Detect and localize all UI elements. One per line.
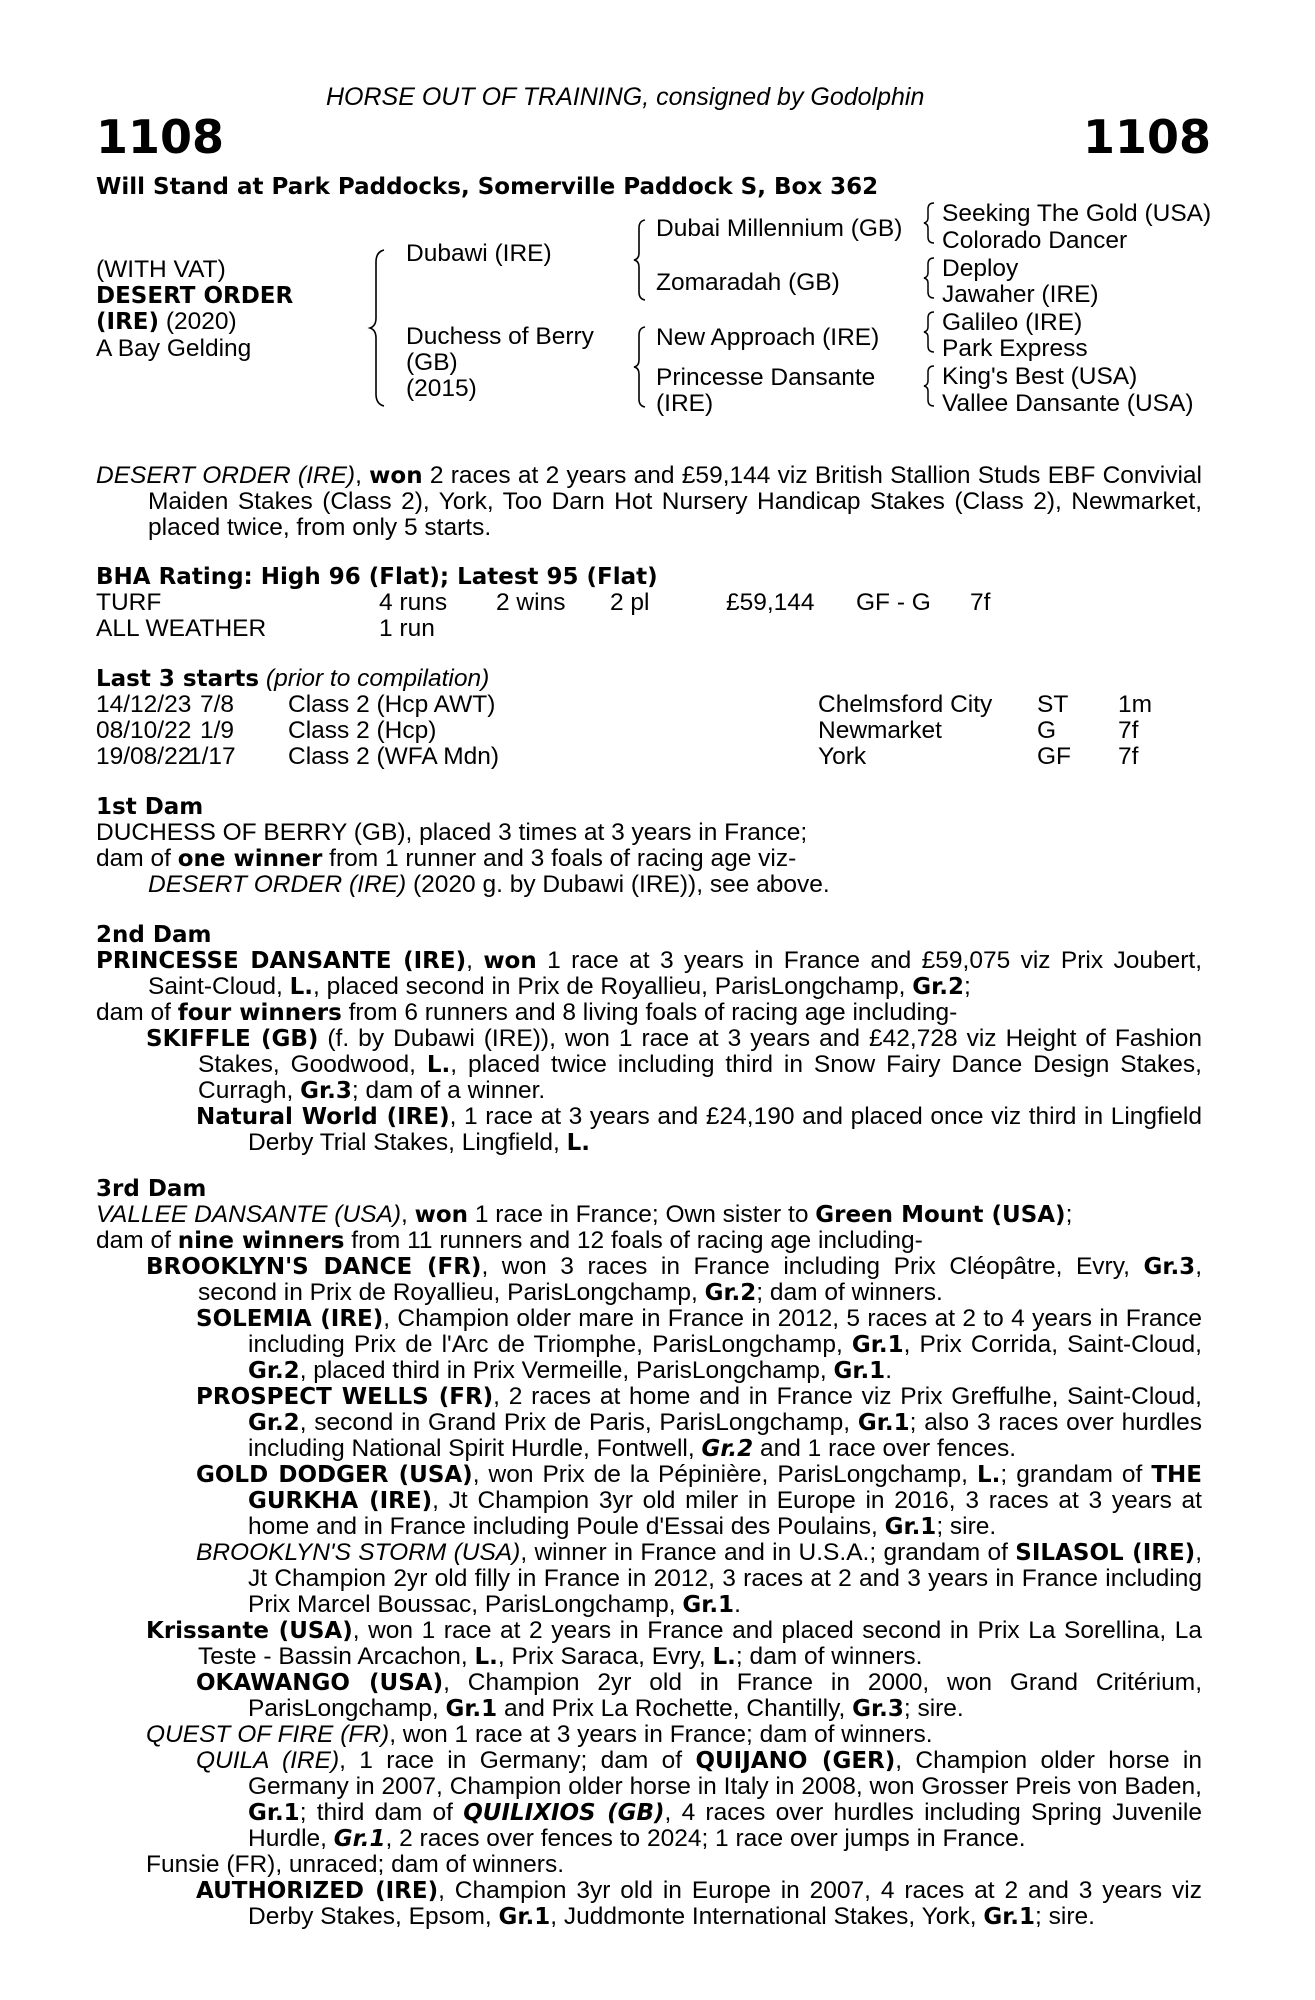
third-dam-so-gr1-text: Gr.1 xyxy=(851,1332,904,1358)
rating-prize: £59,144 xyxy=(726,589,815,616)
last-starts-rows-0-dist-text: 1m xyxy=(1118,691,1153,718)
third-dam-au-a-text: , Champion 3yr old in Europe in 2007, 4 races at 2 and 3 years viz Derby Stakes, Epsom, xyxy=(248,1877,1202,1930)
pedigree-brace-ss xyxy=(924,201,938,245)
last-starts-rows-1-going-text: G xyxy=(1037,717,1057,744)
rating-dist: 7f xyxy=(970,589,991,616)
lot-number-left: 1108 xyxy=(96,110,225,164)
pedigree-paragraph xyxy=(96,463,1202,541)
first-dam-line1: DUCHESS OF BERRY (GB), placed 3 times at 3 years in France; xyxy=(96,819,808,846)
first-dam-line2-a-text: dam of xyxy=(96,845,178,872)
third-dam-kr-c-text: ; dam of winners. xyxy=(735,1643,923,1670)
pedigree-dds: King's Best (USA) xyxy=(942,363,1138,390)
pedigree-paragraph xyxy=(96,1306,1202,1384)
third-dam-gd-b-text: ; grandam of xyxy=(1000,1461,1152,1488)
third-dam-qu-a-text: , 1 race in Germany; dam of xyxy=(339,1747,696,1774)
second-dam-p2-b-text: four winners xyxy=(177,1000,342,1026)
pedigree-paragraph xyxy=(96,1722,1202,1748)
second-dam-p3-name-text: SKIFFLE (GB) xyxy=(146,1026,319,1052)
second-dam-p3-gr-text: Gr.3 xyxy=(300,1078,352,1104)
last-starts-note-text: (prior to compilation) xyxy=(259,665,490,692)
third-dam-ok-gr3-text: Gr.3 xyxy=(852,1696,904,1722)
pedigree-paragraph xyxy=(96,1254,1202,1306)
separator-text: , xyxy=(355,462,370,489)
third-dam-ok-c-text: ; sire. xyxy=(903,1695,964,1722)
second-dam-block xyxy=(96,948,1202,1156)
third-dam-pw-gr2i-text: Gr.2 xyxy=(701,1436,754,1462)
last-starts-rows-2-dist-text: 7f xyxy=(1118,743,1139,770)
pedigree-paragraph xyxy=(96,1878,1202,1930)
summary-won: won xyxy=(369,463,423,489)
last-starts-rows-2-pos-text: 1/17 xyxy=(188,743,236,770)
pedigree-brace-dd xyxy=(924,364,938,408)
last-starts-rows-1-pos-text: 1/9 xyxy=(200,717,235,744)
third-dam-gd-L-text: L. xyxy=(977,1462,1001,1488)
rating-runs: 1 run xyxy=(379,615,435,642)
second-dam-p3-a-text: (f. by Dubawi (IRE)), won 1 race at 3 years and £42,728 viz Height of Fashion Stakes, Goodwood, xyxy=(198,1025,1202,1078)
third-dam-bd-c-text: ; dam of winners. xyxy=(756,1279,943,1306)
stabling-line: Will Stand at Park Paddocks, Somerville Paddock S, Box 362 xyxy=(96,174,879,200)
third-dam-so-a-text: , Champion older mare in France in 2012, 5 races at 2 to 4 years in France including Prix de l'Arc de Triomphe, ParisLongchamp, xyxy=(248,1305,1202,1358)
pedigree-sire-dam: Zomaradah (GB) xyxy=(656,269,840,296)
pedigree-sss: Seeking The Gold (USA) xyxy=(942,200,1212,227)
last-starts-rows-2-course-text: York xyxy=(818,743,867,770)
second-dam-p2-c-text: from 6 runners and 8 living foals of racing age including- xyxy=(341,999,958,1026)
rating-runs: 4 runs xyxy=(379,589,448,616)
third-dam-pw-b-text: , second in Grand Prix de Paris, ParisLongchamp, xyxy=(299,1409,858,1436)
third-dam-bs-a-text: , winner in France and in U.S.A.; grandam of xyxy=(520,1539,1016,1566)
third-dam-gd-name-text: GOLD DODGER (USA) xyxy=(196,1462,473,1488)
pedigree-sds: Deploy xyxy=(942,255,1019,282)
third-dam-so-gr1b-text: Gr.1 xyxy=(833,1358,886,1384)
third-dam-d-b-text: nine winners xyxy=(177,1228,345,1254)
third-dam-gd-gr1-text: Gr.1 xyxy=(884,1514,937,1540)
third-dam-qu-name-text: QUILA (IRE) xyxy=(196,1747,340,1774)
third-dam-qu-c-text: ; third dam of xyxy=(299,1799,464,1826)
pedigree-paragraph xyxy=(96,948,1202,1000)
third-dam-pw-c-text: ; also 3 races over hurdles including National Spirit Hurdle, Fontwell, xyxy=(248,1409,1202,1462)
second-dam-heading: 2nd Dam xyxy=(96,922,212,948)
third-dam-kr-L1-text: L. xyxy=(474,1644,498,1670)
third-dam-pw-gr2-text: Gr.2 xyxy=(248,1410,300,1436)
race-summary xyxy=(96,463,1202,541)
third-dam-pw-name-text: PROSPECT WELLS (FR) xyxy=(196,1384,494,1410)
third-dam-bd-gr3-text: Gr.3 xyxy=(1143,1254,1196,1280)
third-dam-qu-gr1-text: Gr.1 xyxy=(248,1800,300,1826)
third-dam-bd-b-text: , second in Prix de Royallieu, ParisLongchamp, xyxy=(198,1253,1202,1306)
rating-placed: 2 pl xyxy=(610,589,650,616)
first-dam-line3 xyxy=(148,872,830,898)
second-dam-p3-b-text: , placed twice including third in Snow Fairy Dance Design Stakes, Curragh, xyxy=(198,1051,1202,1104)
third-dam-heading: 3rd Dam xyxy=(96,1176,207,1202)
third-dam-v-won-text: won xyxy=(414,1202,469,1228)
pedigree-ddd: Vallee Dansante (USA) xyxy=(942,390,1194,417)
third-dam-pw-d-text: and 1 race over fences. xyxy=(753,1435,1017,1462)
last-starts-rows-1-race-text: Class 2 (Hcp) xyxy=(288,717,437,744)
pedigree-paragraph xyxy=(96,1462,1202,1540)
vat-note: (WITH VAT) xyxy=(96,256,226,283)
pedigree-paragraph xyxy=(96,1026,1202,1104)
pedigree-dsd: Park Express xyxy=(942,335,1088,362)
pedigree-dam-sire: New Approach (IRE) xyxy=(656,324,880,351)
third-dam-gd-d-text: ; sire. xyxy=(936,1513,997,1540)
last-starts-rows-2-date-text: 19/08/22 xyxy=(96,743,192,770)
horse-origin-year xyxy=(96,309,237,335)
pedigree-sire-sire: Dubai Millennium (GB) xyxy=(656,215,903,242)
third-dam-kr-L2-text: L. xyxy=(712,1644,736,1670)
last-starts-rows-1-date-text: 08/10/22 xyxy=(96,717,192,744)
rating-surface: ALL WEATHER xyxy=(96,615,267,642)
pedigree-sdd: Jawaher (IRE) xyxy=(942,281,1099,308)
third-dam-d-c-text: from 11 runners and 12 foals of racing age including- xyxy=(344,1227,923,1254)
third-dam-qu-e-text: , 2 races over fences to 2024; 1 race over jumps in France. xyxy=(385,1825,1026,1852)
second-dam-p3-L-text: L. xyxy=(426,1052,451,1078)
pedigree-dam-line3: (2015) xyxy=(406,375,477,402)
third-dam-v-a-text: , xyxy=(400,1201,415,1228)
third-dam-ok-name-text: OKAWANGO (USA) xyxy=(196,1670,444,1696)
third-dam-so-gr2-text: Gr.2 xyxy=(248,1358,300,1384)
third-dam-bd-name-text: BROOKLYN'S DANCE (FR) xyxy=(146,1254,482,1280)
second-dam-p4-a-text: , 1 race at 3 years and £24,190 and placed once viz third in Lingfield Derby Trial Stakes, Lingfield, xyxy=(248,1103,1202,1156)
horse-year: (2020) xyxy=(159,308,237,335)
pedigree-sire: Dubawi (IRE) xyxy=(406,240,552,267)
third-dam-gd-c-text: , Jt Champion 3yr old miler in Europe in 2016, 3 races at 3 years at home and in France including Poule d'Essai des Poulains, xyxy=(248,1487,1202,1540)
pedigree-dam-line1: Duchess of Berry xyxy=(406,323,594,350)
rating-surface: TURF xyxy=(96,589,162,616)
third-dam-bs-b-text: , Jt Champion 2yr old filly in France in 2012, 3 races at 2 and 3 years in France including Prix Marcel Boussac, ParisLongchamp, xyxy=(248,1539,1202,1618)
third-dam-qu-b-text: , Champion older horse in Germany in 2007, Champion older horse in Italy in 2008, won Grosser Preis von Baden, xyxy=(248,1747,1202,1800)
third-dam-v-name-text: VALLEE DANSANTE (USA) xyxy=(96,1201,401,1228)
second-dam-p1-a-text: 1 race at 3 years in France and £59,075 viz Prix Joubert, Saint-Cloud, xyxy=(148,947,1203,1000)
pedigree-paragraph xyxy=(96,1228,1202,1254)
pedigree-brace-sd xyxy=(924,256,938,300)
third-dam-au-name-text: AUTHORIZED (IRE) xyxy=(196,1878,439,1904)
last-starts-rows-1-course-text: Newmarket xyxy=(818,717,942,744)
second-dam-p1-gr-text: Gr.2 xyxy=(912,974,964,1000)
third-dam-so-name-text: SOLEMIA (IRE) xyxy=(196,1306,384,1332)
summary-name: DESERT ORDER (IRE) xyxy=(96,462,356,489)
second-dam-p1-b-text: , placed second in Prix de Royallieu, ParisLongchamp, xyxy=(313,973,913,1000)
third-dam-qf-name-text: QUEST OF FIRE (FR) xyxy=(146,1721,390,1748)
third-dam-kr-b-text: , Prix Saraca, Evry, xyxy=(497,1643,713,1670)
summary-text: 2 races at 2 years and £59,144 viz British Stallion Studs EBF Convivial Maiden Stakes (Class 2), York, Too Darn Hot Nursery Handicap Stakes (Class 2), Newmarket, placed twice, from only 5 starts. xyxy=(148,462,1202,541)
third-dam-bd-gr2-text: Gr.2 xyxy=(704,1280,757,1306)
pedigree-brace-dam xyxy=(634,325,650,409)
pedigree-dam-line2: (GB) xyxy=(406,349,458,376)
third-dam-so-c-text: , placed third in Prix Vermeille, ParisLongchamp, xyxy=(299,1357,834,1384)
third-dam-pw-gr1-text: Gr.1 xyxy=(857,1410,910,1436)
third-dam-kr-a-text: , won 1 race at 2 years in France and placed second in Prix La Sorellina, La Teste - Bassin Arcachon, xyxy=(198,1617,1202,1670)
third-dam-d-a-text: dam of xyxy=(96,1227,178,1254)
pedigree-brace-ds xyxy=(924,310,938,354)
third-dam-v-sis-text: Green Mount (USA) xyxy=(815,1202,1066,1228)
last-starts-rows-2-race-text: Class 2 (WFA Mdn) xyxy=(288,743,500,770)
horse-name: DESERT ORDER xyxy=(96,283,294,309)
second-dam-p4-name-text: Natural World (IRE) xyxy=(196,1104,450,1130)
third-dam-pw-a-text: , 2 races at home and in France viz Prix Greffulhe, Saint-Cloud, xyxy=(493,1383,1202,1410)
pedigree-paragraph xyxy=(96,1748,1202,1852)
pedigree-paragraph xyxy=(96,1104,1202,1156)
third-dam-bd-a-text: , won 3 races in France including Prix Cléopâtre, Evry, xyxy=(481,1253,1144,1280)
rating-wins: 2 wins xyxy=(496,589,566,616)
third-dam-ok-b-text: and Prix La Rochette, Chantilly, xyxy=(497,1695,853,1722)
pedigree-paragraph xyxy=(96,1670,1202,1722)
third-dam-au-c-text: ; sire. xyxy=(1035,1903,1095,1930)
pedigree-paragraph xyxy=(96,1618,1202,1670)
last-starts-rows-2-going-text: GF xyxy=(1037,743,1072,770)
last-starts-rows-0-course-text: Chelmsford City xyxy=(818,691,993,718)
last-starts-heading xyxy=(96,666,489,692)
pedigree-dam-dam-line1: Princesse Dansante xyxy=(656,364,876,391)
second-dam-p3-c-text: ; dam of a winner. xyxy=(351,1077,546,1104)
third-dam-qu-qx-text: QUILIXIOS (GB) xyxy=(463,1800,665,1826)
third-dam-qu-d-text: , 4 races over hurdles including Spring Juvenile Hurdle, xyxy=(248,1799,1202,1852)
last-starts-rows-0-pos-text: 7/8 xyxy=(200,691,235,718)
separator-text: , xyxy=(466,947,484,974)
pedigree-brace-sire xyxy=(634,218,650,302)
third-dam-so-b-text: , Prix Corrida, Saint-Cloud, xyxy=(903,1331,1202,1358)
pedigree-dam-dam-line2: (IRE) xyxy=(656,390,714,417)
third-dam-au-gr1b-text: Gr.1 xyxy=(983,1904,1036,1930)
rating-heading: BHA Rating: High 96 (Flat); Latest 95 (Flat) xyxy=(96,564,658,590)
last-starts-heading-text: Last 3 starts xyxy=(96,666,260,692)
third-dam-fu-line-text: Funsie (FR), unraced; dam of winners. xyxy=(146,1851,565,1878)
third-dam-qf-a-text: , won 1 race at 3 years in France; dam of winners. xyxy=(389,1721,933,1748)
third-dam-kr-name-text: Krissante (USA) xyxy=(146,1618,353,1644)
second-dam-p1-L-text: L. xyxy=(289,974,314,1000)
third-dam-v-c-text: ; xyxy=(1065,1201,1073,1228)
second-dam-p1-c-text: ; xyxy=(963,973,971,1000)
last-starts-rows-0-going-text: ST xyxy=(1037,691,1069,718)
pedigree-paragraph xyxy=(96,1202,1202,1228)
pedigree-paragraph xyxy=(96,1000,1202,1026)
third-dam-v-b-text: 1 race in France; Own sister to xyxy=(468,1201,816,1228)
first-dam-line2-c-text: from 1 runner and 3 foals of racing age viz- xyxy=(322,845,797,872)
first-dam-line3-a-text: DESERT ORDER (IRE) xyxy=(148,871,407,898)
second-dam-p1-name-text: PRINCESSE DANSANTE (IRE) xyxy=(96,948,467,974)
third-dam-gd-g-text: THE GURKHA (IRE) xyxy=(248,1462,1203,1514)
last-starts-rows-0-race-text: Class 2 (Hcp AWT) xyxy=(288,691,496,718)
first-dam-heading: 1st Dam xyxy=(96,794,204,820)
third-dam-au-gr1a-text: Gr.1 xyxy=(498,1904,551,1930)
pedigree-ssd: Colorado Dancer xyxy=(942,227,1128,254)
consignor-line: HORSE OUT OF TRAINING, consigned by Godolphin xyxy=(326,83,925,111)
pedigree-paragraph xyxy=(96,1852,1202,1878)
third-dam-qu-q-text: QUIJANO (GER) xyxy=(695,1748,896,1774)
horse-description: A Bay Gelding xyxy=(96,335,252,362)
pedigree-paragraph xyxy=(96,1384,1202,1462)
second-dam-p4-L-text: L. xyxy=(566,1130,591,1156)
first-dam-line3-b-text: (2020 g. by Dubawi (IRE)), see above. xyxy=(406,871,830,898)
third-dam-bs-name-text: BROOKLYN'S STORM (USA) xyxy=(196,1539,521,1566)
third-dam-ok-gr1-text: Gr.1 xyxy=(445,1696,498,1722)
rating-going: GF - G xyxy=(856,589,931,616)
third-dam-au-b-text: , Juddmonte International Stakes, York, xyxy=(550,1903,984,1930)
third-dam-gd-a-text: , won Prix de la Pépinière, ParisLongchamp, xyxy=(472,1461,977,1488)
second-dam-p1-won-text: won xyxy=(483,948,537,974)
last-starts-rows-0-date-text: 14/12/23 xyxy=(96,691,192,718)
second-dam-p2-a-text: dam of xyxy=(96,999,178,1026)
first-dam-line2-b-text: one winner xyxy=(177,846,323,872)
last-starts-rows-1-dist-text: 7f xyxy=(1118,717,1139,744)
horse-country: (IRE) xyxy=(96,309,160,335)
third-dam-so-d-text: . xyxy=(885,1357,892,1384)
lot-number-right: 1108 xyxy=(1083,110,1212,164)
third-dam-ok-a-text: , Champion 2yr old in France in 2000, won Grand Critérium, ParisLongchamp, xyxy=(248,1669,1203,1722)
third-dam-block xyxy=(96,1202,1202,1930)
pedigree-dss: Galileo (IRE) xyxy=(942,309,1083,336)
pedigree-paragraph xyxy=(96,1540,1202,1618)
third-dam-bs-c-text: . xyxy=(734,1591,741,1618)
pedigree-brace-main xyxy=(370,248,390,408)
third-dam-bs-gr1-text: Gr.1 xyxy=(682,1592,735,1618)
first-dam-line2 xyxy=(96,846,796,872)
third-dam-qu-gr1i-text: Gr.1 xyxy=(333,1826,386,1852)
third-dam-bs-s-text: SILASOL (IRE) xyxy=(1015,1540,1196,1566)
